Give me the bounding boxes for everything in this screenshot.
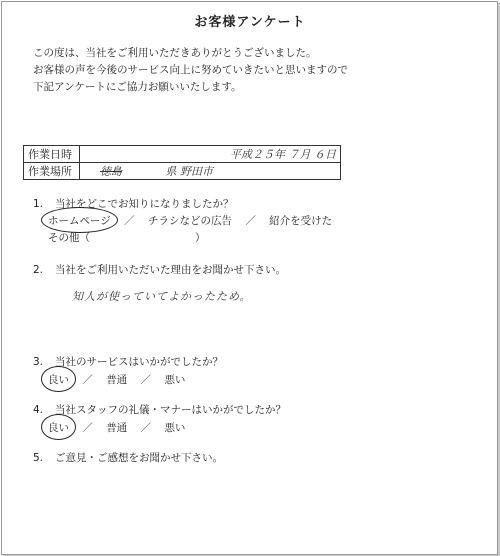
question-text: 当社スタッフの礼儀・マナーはいかがでしたか？	[55, 404, 286, 416]
intro-text	[33, 45, 348, 96]
question-text: 当社をどこでお知りになりましたか？	[55, 198, 234, 210]
work-date-row	[24, 146, 341, 163]
intro-line: お客様の声を今後のサービス向上に努めていきたいと思いますので	[33, 64, 348, 76]
work-place-label: 作業場所	[24, 163, 80, 180]
option-good[interactable]: 良い	[48, 374, 69, 386]
separator: ／	[82, 422, 93, 434]
option-bad[interactable]: 悪い	[164, 374, 186, 386]
question-number: 1.	[33, 198, 44, 210]
intro-line: 下記アンケートにご協力お願いいたします。	[33, 81, 242, 93]
question-1-options	[48, 213, 332, 228]
question-number: 4.	[33, 404, 44, 416]
option-other[interactable]: その他（ ）	[48, 232, 206, 244]
question-number: 5.	[33, 452, 44, 464]
work-place-struck-text: 徳島	[100, 165, 122, 178]
question-number: 2.	[33, 264, 44, 276]
question-5	[33, 450, 223, 465]
option-referral[interactable]: 紹介を受けた	[269, 215, 333, 227]
work-place-row	[24, 163, 341, 180]
option-average[interactable]: 普通	[106, 374, 128, 386]
work-info-table	[23, 145, 341, 180]
separator: ／	[124, 215, 135, 227]
option-flyer-ad[interactable]: チラシなどの広告	[147, 215, 232, 227]
question-3-options	[48, 372, 185, 387]
question-text: 当社のサービスはいかがでしたか？	[55, 356, 223, 368]
option-good[interactable]: 良い	[48, 422, 69, 434]
option-average[interactable]: 普通	[106, 422, 128, 434]
question-4	[33, 402, 286, 417]
separator: ／	[82, 374, 93, 386]
option-homepage[interactable]: ホームページ	[48, 215, 111, 227]
separator: ／	[140, 374, 152, 386]
question-text: 当社をご利用いただいた理由をお聞かせ下さい。	[55, 264, 286, 276]
question-number: 3.	[33, 356, 44, 368]
separator: ／	[245, 215, 256, 227]
separator: ／	[140, 422, 152, 434]
work-date-value: 平成２５年 ７月 ６日	[80, 146, 341, 163]
work-place-value: 県 野田市	[165, 165, 213, 178]
question-text: ご意見・ご感想をお聞かせ下さい。	[55, 452, 223, 464]
question-4-options	[48, 420, 185, 435]
question-2	[33, 262, 286, 277]
intro-line: この度は、当社をご利用いただきありがとうございました。	[33, 47, 317, 59]
option-bad[interactable]: 悪い	[164, 422, 186, 434]
survey-title: お客様アンケート	[194, 15, 306, 30]
work-date-label: 作業日時	[24, 146, 80, 163]
work-place-cell	[80, 163, 341, 180]
question-2-handwritten-answer: 知人が使っていてよかったため。	[72, 290, 252, 303]
